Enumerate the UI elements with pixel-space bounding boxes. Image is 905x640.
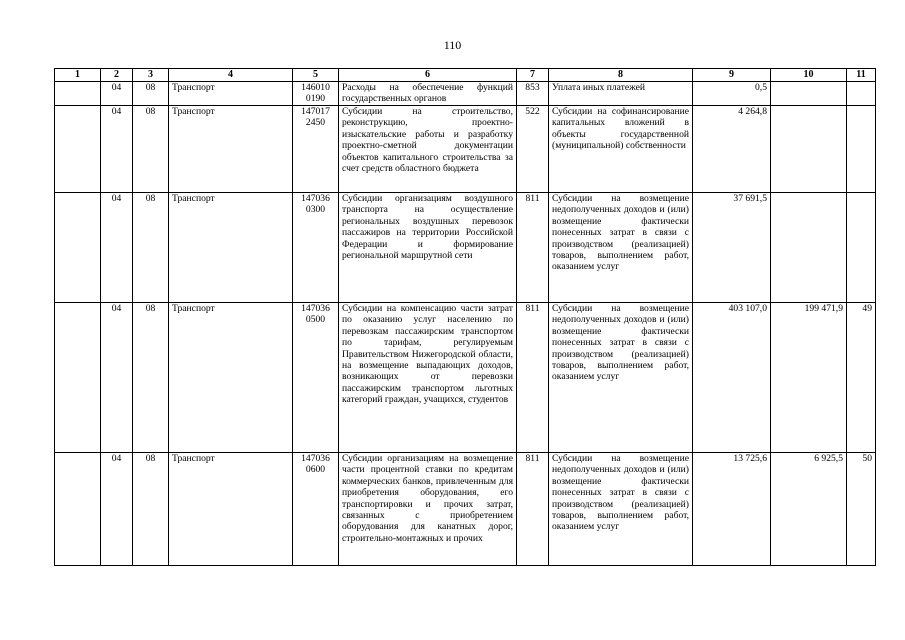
cell-expense-description: Субсидии на возмещение недополученных доходов и (или) возмещение фактически понесенных затрат в связи с производством (реализацией) товаров, выполнением работ, оказанием услуг bbox=[549, 193, 693, 303]
page-number: 110 bbox=[443, 38, 462, 52]
cell-expense-description: Уплата иных платежей bbox=[549, 82, 693, 106]
cell-col1 bbox=[55, 106, 101, 193]
cell-name: Транспорт bbox=[169, 82, 293, 106]
cell-percent bbox=[847, 106, 876, 193]
target-code-part2: 2450 bbox=[305, 117, 326, 129]
cell-section: 04 bbox=[101, 453, 133, 566]
cell-section: 04 bbox=[101, 106, 133, 193]
target-code-part1: 147036 bbox=[301, 453, 330, 464]
column-header: 2 bbox=[101, 69, 133, 82]
column-header: 9 bbox=[693, 69, 771, 82]
cell-expense-type: 811 bbox=[517, 453, 549, 566]
cell-expense-type: 811 bbox=[517, 303, 549, 453]
column-header: 10 bbox=[771, 69, 847, 82]
table-row bbox=[55, 193, 876, 303]
column-header: 11 bbox=[847, 69, 876, 82]
cell-expense-type: 811 bbox=[517, 193, 549, 303]
cell-subsection: 08 bbox=[133, 82, 169, 106]
cell-amount-2 bbox=[771, 106, 847, 193]
cell-section: 04 bbox=[101, 193, 133, 303]
table-row bbox=[55, 453, 876, 566]
cell-subsection: 08 bbox=[133, 106, 169, 193]
target-code-part2: 0300 bbox=[305, 204, 326, 216]
cell-description: Субсидии на строительство, реконструкцию, проектно-изыскательские работы и разработку проектно-сметной документации объектов капитального строительства за счет средств областного бюджета bbox=[339, 106, 517, 193]
cell-amount: 4 264,8 bbox=[693, 106, 771, 193]
cell-col1 bbox=[55, 303, 101, 453]
cell-section: 04 bbox=[101, 82, 133, 106]
cell-expense-description: Субсидии на возмещение недополученных доходов и (или) возмещение фактически понесенных затрат в связи с производством (реализацией) товаров, выполнением работ, оказанием услуг bbox=[549, 303, 693, 453]
cell-expense-description: Субсидии на возмещение недополученных доходов и (или) возмещение фактически понесенных затрат в связи с производством (реализацией) товаров, выполнением работ, оказанием услуг bbox=[549, 453, 693, 566]
table-row bbox=[55, 106, 876, 193]
cell-percent bbox=[847, 193, 876, 303]
table-row bbox=[55, 82, 876, 106]
cell-amount-2 bbox=[771, 193, 847, 303]
cell-section: 04 bbox=[101, 303, 133, 453]
column-header: 3 bbox=[133, 69, 169, 82]
cell-name: Транспорт bbox=[169, 193, 293, 303]
header-row bbox=[55, 69, 876, 82]
cell-col1 bbox=[55, 82, 101, 106]
cell-name: Транспорт bbox=[169, 453, 293, 566]
cell-amount-2: 6 925,5 bbox=[771, 453, 847, 566]
target-code-part2: 0500 bbox=[305, 314, 326, 326]
cell-target-code bbox=[293, 303, 339, 453]
cell-subsection: 08 bbox=[133, 303, 169, 453]
table-row bbox=[55, 303, 876, 453]
cell-expense-type: 853 bbox=[517, 82, 549, 106]
cell-amount: 0,5 bbox=[693, 82, 771, 106]
cell-name: Транспорт bbox=[169, 303, 293, 453]
cell-percent: 49 bbox=[847, 303, 876, 453]
cell-name: Транспорт bbox=[169, 106, 293, 193]
cell-target-code bbox=[293, 106, 339, 193]
column-header: 1 bbox=[55, 69, 101, 82]
cell-subsection: 08 bbox=[133, 193, 169, 303]
cell-description: Субсидии организациям на возмещение части процентной ставки по кредитам коммерческих банков, привлеченным для приобретения оборудования, его транспортировки и прочих затрат, связанных с приобретением оборудования для канатных дорог, строительно-монтажных и прочих bbox=[339, 453, 517, 566]
target-code-part1: 147017 bbox=[301, 106, 330, 117]
column-header: 4 bbox=[169, 69, 293, 82]
column-header: 7 bbox=[517, 69, 549, 82]
cell-target-code bbox=[293, 82, 339, 106]
cell-percent bbox=[847, 82, 876, 106]
column-header: 6 bbox=[339, 69, 517, 82]
cell-amount-2 bbox=[771, 82, 847, 106]
cell-percent: 50 bbox=[847, 453, 876, 566]
cell-col1 bbox=[55, 193, 101, 303]
cell-description: Субсидии организациям воздушного транспорта на осуществление региональных воздушных перевозок пассажиров на территории Российской Федерации и формирование региональной маршрутной сети bbox=[339, 193, 517, 303]
cell-target-code bbox=[293, 453, 339, 566]
column-header: 5 bbox=[293, 69, 339, 82]
cell-description: Субсидии на компенсацию части затрат по оказанию услуг населению по перевозкам пассажирским транспортом по тарифам, регулируемым Правительством Нижегородской области, на возмещение выпадающих доходов, возникающих от перевозки пассажирским транспортом льготных категорий граждан, учащихся, студентов bbox=[339, 303, 517, 453]
target-code-part2: 0600 bbox=[305, 464, 326, 476]
cell-amount: 13 725,6 bbox=[693, 453, 771, 566]
cell-expense-description: Субсидии на софинансирование капитальных вложений в объекты государственной (муниципальной) собственности bbox=[549, 106, 693, 193]
cell-target-code bbox=[293, 193, 339, 303]
cell-subsection: 08 bbox=[133, 453, 169, 566]
target-code-part1: 147036 bbox=[301, 303, 330, 314]
column-header: 8 bbox=[549, 69, 693, 82]
target-code-part1: 147036 bbox=[301, 193, 330, 204]
cell-amount: 37 691,5 bbox=[693, 193, 771, 303]
budget-table bbox=[54, 68, 876, 566]
cell-col1 bbox=[55, 453, 101, 566]
cell-amount: 403 107,0 bbox=[693, 303, 771, 453]
cell-expense-type: 522 bbox=[517, 106, 549, 193]
target-code-part1: 146010 bbox=[301, 82, 330, 93]
cell-description: Расходы на обеспечение функций государственных органов bbox=[339, 82, 517, 106]
target-code-part2: 0190 bbox=[305, 93, 326, 105]
cell-amount-2: 199 471,9 bbox=[771, 303, 847, 453]
